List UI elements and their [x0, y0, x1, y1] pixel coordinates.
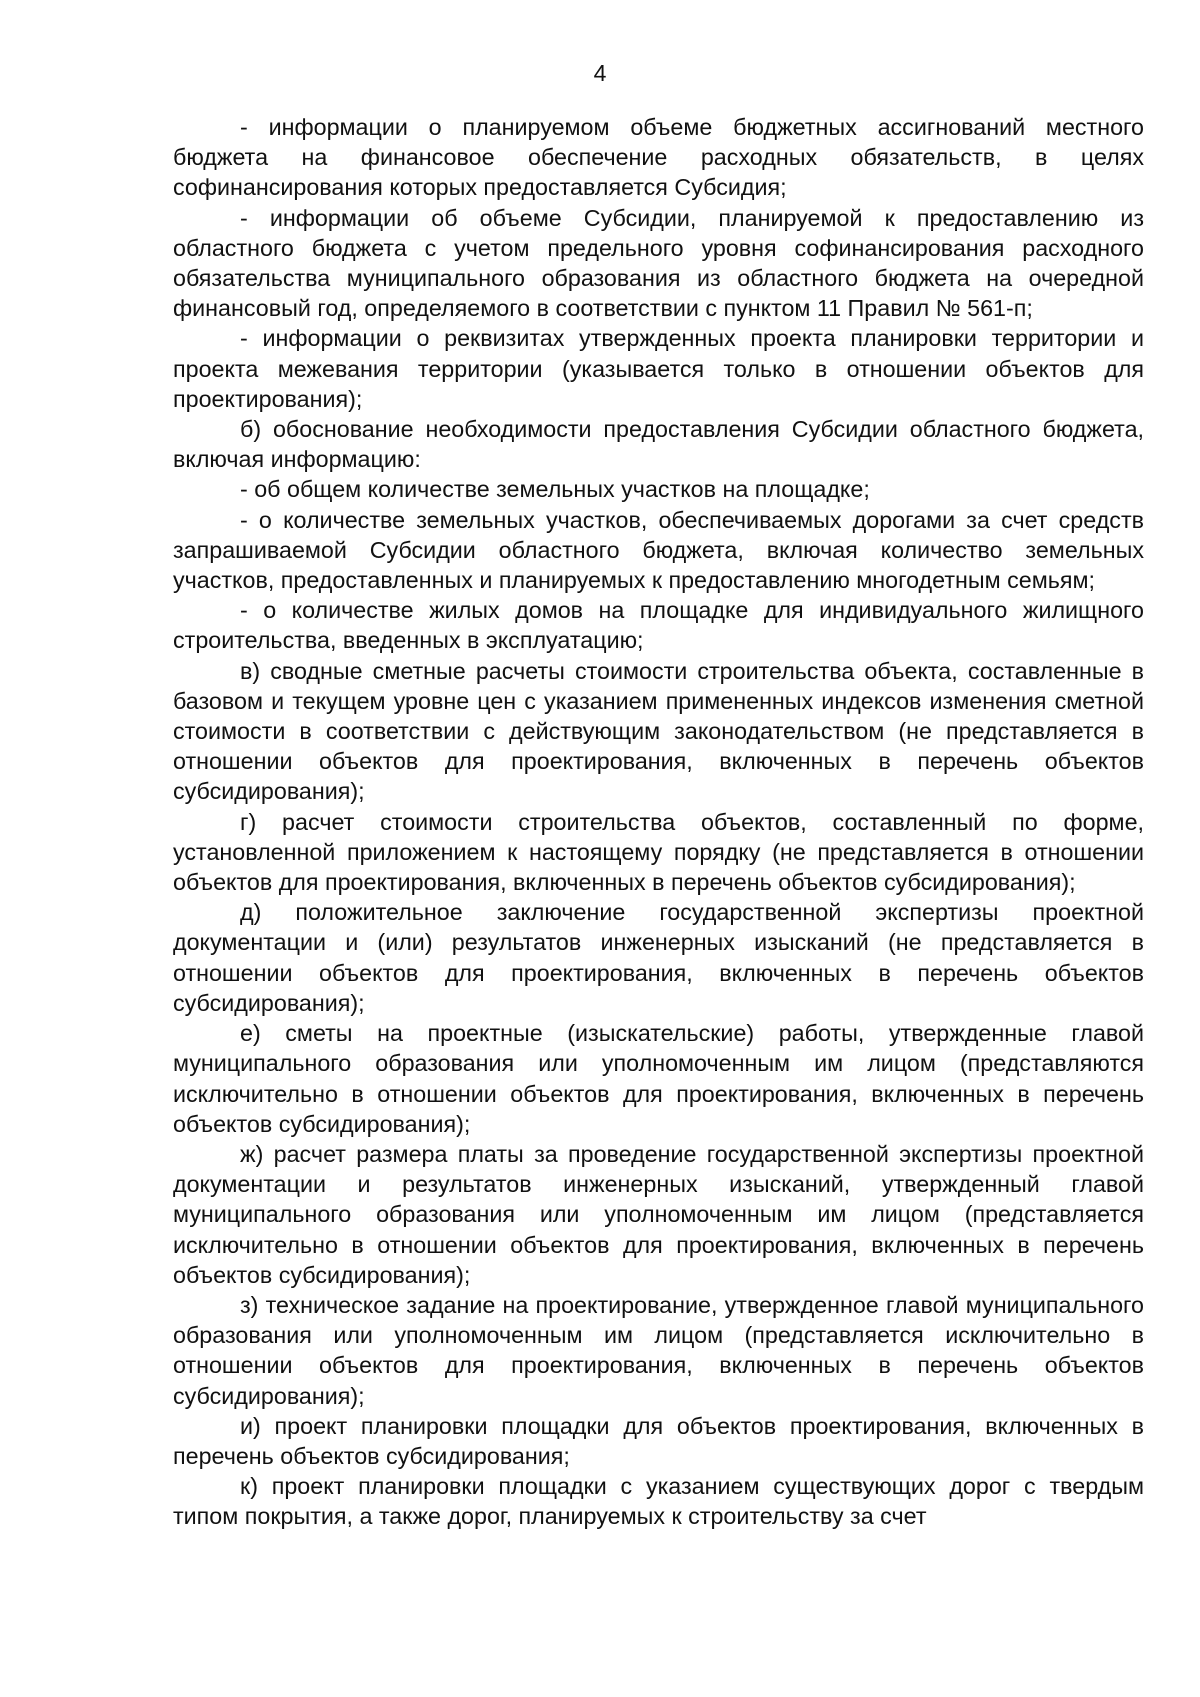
- paragraph-item-i: и) проект планировки площадки для объектов проектирования, включенных в перечень объектов субсидирования;: [173, 1412, 1144, 1469]
- paragraph-planning-details: - информации о реквизитах утвержденных проекта планировки территории и проекта межевания территории (указывается только в отношении объектов для проектирования);: [173, 325, 1144, 412]
- paragraph-item-z: з) техническое задание на проектирование, утвержденное главой муниципального образования или уполномоченным им лицом (представляется исключительно в отношении объектов для проектирования, включенных в перечень объектов субсидирования);: [173, 1291, 1144, 1409]
- paragraph-item-k: к) проект планировки площадки с указанием существующих дорог с твердым типом покрытия, а также дорог, планируемых к строительству за счет: [173, 1473, 1144, 1530]
- paragraph-item-v: в) сводные сметные расчеты стоимости строительства объекта, составленные в базовом и текущем уровне цен с указанием примененных индексов изменения сметной стоимости в соответствии с действующим законодательством (не представляется в отношении объектов для проектирования, включенных в перечень объектов субсидирования);: [173, 657, 1144, 805]
- document-body: [173, 112, 1144, 1532]
- paragraph-land-plots-total: - об общем количестве земельных участков на площадке;: [240, 476, 870, 503]
- paragraph-item-e: е) сметы на проектные (изыскательские) работы, утвержденные главой муниципального образования или уполномоченным им лицом (представляются исключительно в отношении объектов для проектирования, включенных в перечень объектов субсидирования);: [173, 1020, 1144, 1137]
- paragraph-budget-info: - информации о планируемом объеме бюджетных ассигнований местного бюджета на финансовое обеспечение расходных обязательств, в целях софинансирования которых предоставляется Субсидия;: [173, 114, 1144, 201]
- paragraph-item-g: г) расчет стоимости строительства объектов, составленный по форме, установленной приложением к настоящему порядку (не представляется в отношении объектов для проектирования, включенных в перечень объектов субсидирования);: [173, 808, 1144, 896]
- page-number: 4: [593, 60, 607, 86]
- paragraph-houses-count: - о количестве жилых домов на площадке для индивидуального жилищного строительства, введенных в эксплуатацию;: [173, 597, 1144, 654]
- paragraph-land-plots-roads: - о количестве земельных участков, обеспечиваемых дорогами за счет средств запрашиваемой Субсидии областного бюджета, включая количество земельных участков, предоставленных и планируемых к предоставлению многодетным семьям;: [173, 506, 1144, 594]
- paragraph-item-b: б) обоснование необходимости предоставления Субсидии областного бюджета, включая информацию:: [173, 416, 1144, 473]
- paragraph-item-zh: ж) расчет размера платы за проведение государственной экспертизы проектной документации и результатов инженерных изысканий, утвержденный главой муниципального образования или уполномоченным им лицом (представляется исключительно в отношении объектов для проектирования, включенных в перечень объектов субсидирования);: [173, 1140, 1144, 1288]
- paragraph-subsidy-volume: - информации об объеме Субсидии, планируемой к предоставлению из областного бюджета с учетом предельного уровня софинансирования расходного обязательства муниципального образования из областного бюджета на очередной финансовый год, определяемого в соответствии с пунктом 11 Правил № 561-п;: [173, 204, 1144, 322]
- paragraph-item-d: д) положительное заключение государственной экспертизы проектной документации и (или) результатов инженерных изысканий (не представляется в отношении объектов для проектирования, включенных в перечень объектов субсидирования);: [173, 899, 1144, 1016]
